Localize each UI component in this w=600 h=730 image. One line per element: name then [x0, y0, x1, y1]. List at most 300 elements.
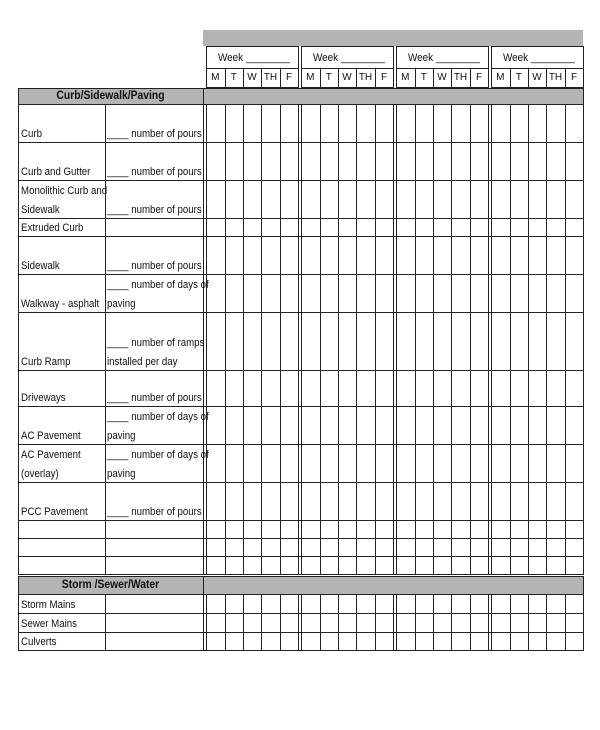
day-cell-w[interactable]	[339, 181, 356, 218]
day-cell-f[interactable]	[281, 614, 298, 632]
day-cell-w[interactable]	[339, 275, 356, 312]
day-cell-t[interactable]	[511, 143, 529, 180]
day-cell-w[interactable]	[339, 539, 356, 556]
day-cell-t[interactable]	[226, 614, 244, 632]
day-cell-w[interactable]	[339, 557, 356, 574]
day-cell-m[interactable]	[207, 105, 225, 142]
day-cell-m[interactable]	[302, 313, 320, 370]
day-cell-th[interactable]	[452, 445, 470, 482]
day-cell-f[interactable]	[376, 521, 393, 538]
day-cell-m[interactable]	[492, 237, 510, 274]
day-cell-th[interactable]	[357, 521, 375, 538]
day-cell-th[interactable]	[547, 181, 565, 218]
day-cell-th[interactable]	[452, 539, 470, 556]
day-cell-w[interactable]	[529, 371, 546, 406]
day-cell-f[interactable]	[471, 105, 488, 142]
day-cell-m[interactable]	[207, 219, 225, 236]
day-cell-f[interactable]	[471, 181, 488, 218]
day-cell-t[interactable]	[416, 521, 434, 538]
day-cell-w[interactable]	[244, 371, 261, 406]
day-cell-th[interactable]	[357, 633, 375, 650]
day-cell-m[interactable]	[302, 219, 320, 236]
day-cell-m[interactable]	[492, 614, 510, 632]
day-cell-w[interactable]	[339, 237, 356, 274]
day-cell-m[interactable]	[492, 219, 510, 236]
day-cell-m[interactable]	[492, 371, 510, 406]
day-cell-m[interactable]	[302, 595, 320, 613]
day-cell-m[interactable]	[207, 445, 225, 482]
day-cell-f[interactable]	[281, 371, 298, 406]
day-cell-th[interactable]	[547, 237, 565, 274]
day-cell-w[interactable]	[339, 521, 356, 538]
day-cell-w[interactable]	[339, 483, 356, 520]
day-cell-th[interactable]	[262, 614, 280, 632]
day-cell-f[interactable]	[281, 445, 298, 482]
day-cell-f[interactable]	[566, 371, 583, 406]
day-cell-th[interactable]	[547, 614, 565, 632]
day-cell-th[interactable]	[262, 633, 280, 650]
day-cell-m[interactable]	[492, 557, 510, 574]
day-cell-th[interactable]	[547, 219, 565, 236]
day-cell-f[interactable]	[376, 105, 393, 142]
day-cell-w[interactable]	[434, 595, 451, 613]
day-cell-m[interactable]	[397, 313, 415, 370]
day-cell-th[interactable]	[357, 143, 375, 180]
day-cell-f[interactable]	[471, 595, 488, 613]
day-cell-t[interactable]	[511, 614, 529, 632]
day-cell-f[interactable]	[281, 181, 298, 218]
day-cell-th[interactable]	[262, 181, 280, 218]
day-cell-t[interactable]	[321, 313, 339, 370]
day-cell-th[interactable]	[357, 219, 375, 236]
day-cell-f[interactable]	[566, 614, 583, 632]
day-cell-w[interactable]	[434, 407, 451, 444]
day-cell-f[interactable]	[281, 483, 298, 520]
day-cell-th[interactable]	[547, 539, 565, 556]
day-cell-m[interactable]	[207, 143, 225, 180]
day-cell-w[interactable]	[529, 483, 546, 520]
day-cell-m[interactable]	[302, 445, 320, 482]
day-cell-w[interactable]	[529, 595, 546, 613]
day-cell-t[interactable]	[321, 105, 339, 142]
day-cell-f[interactable]	[376, 219, 393, 236]
day-cell-th[interactable]	[262, 275, 280, 312]
day-cell-th[interactable]	[547, 371, 565, 406]
day-cell-t[interactable]	[416, 181, 434, 218]
day-cell-w[interactable]	[244, 407, 261, 444]
day-cell-m[interactable]	[207, 483, 225, 520]
day-cell-t[interactable]	[226, 181, 244, 218]
day-cell-w[interactable]	[434, 521, 451, 538]
day-cell-f[interactable]	[566, 237, 583, 274]
day-cell-t[interactable]	[226, 595, 244, 613]
day-cell-th[interactable]	[262, 521, 280, 538]
day-cell-m[interactable]	[302, 371, 320, 406]
day-cell-w[interactable]	[529, 313, 546, 370]
day-cell-w[interactable]	[339, 219, 356, 236]
day-cell-m[interactable]	[302, 275, 320, 312]
day-cell-t[interactable]	[511, 539, 529, 556]
day-cell-m[interactable]	[492, 483, 510, 520]
day-cell-m[interactable]	[397, 539, 415, 556]
day-cell-t[interactable]	[416, 483, 434, 520]
day-cell-t[interactable]	[321, 181, 339, 218]
day-cell-th[interactable]	[452, 407, 470, 444]
day-cell-t[interactable]	[226, 237, 244, 274]
day-cell-f[interactable]	[471, 371, 488, 406]
day-cell-f[interactable]	[281, 407, 298, 444]
day-cell-m[interactable]	[492, 275, 510, 312]
day-cell-m[interactable]	[492, 313, 510, 370]
day-cell-f[interactable]	[471, 521, 488, 538]
day-cell-m[interactable]	[397, 371, 415, 406]
day-cell-f[interactable]	[376, 483, 393, 520]
day-cell-w[interactable]	[434, 219, 451, 236]
day-cell-w[interactable]	[434, 539, 451, 556]
day-cell-m[interactable]	[207, 371, 225, 406]
day-cell-t[interactable]	[321, 595, 339, 613]
day-cell-t[interactable]	[226, 143, 244, 180]
day-cell-f[interactable]	[566, 407, 583, 444]
day-cell-t[interactable]	[321, 219, 339, 236]
day-cell-f[interactable]	[376, 181, 393, 218]
day-cell-w[interactable]	[529, 521, 546, 538]
day-cell-m[interactable]	[302, 105, 320, 142]
day-cell-f[interactable]	[566, 313, 583, 370]
day-cell-m[interactable]	[302, 557, 320, 574]
day-cell-w[interactable]	[244, 614, 261, 632]
day-cell-m[interactable]	[207, 407, 225, 444]
day-cell-t[interactable]	[321, 275, 339, 312]
day-cell-t[interactable]	[416, 275, 434, 312]
day-cell-th[interactable]	[357, 237, 375, 274]
day-cell-f[interactable]	[566, 105, 583, 142]
day-cell-th[interactable]	[262, 539, 280, 556]
day-cell-w[interactable]	[244, 557, 261, 574]
day-cell-t[interactable]	[416, 237, 434, 274]
day-cell-th[interactable]	[547, 557, 565, 574]
day-cell-m[interactable]	[207, 614, 225, 632]
day-cell-w[interactable]	[244, 539, 261, 556]
day-cell-t[interactable]	[321, 407, 339, 444]
day-cell-t[interactable]	[321, 521, 339, 538]
day-cell-f[interactable]	[281, 237, 298, 274]
day-cell-w[interactable]	[529, 105, 546, 142]
day-cell-m[interactable]	[207, 181, 225, 218]
day-cell-t[interactable]	[321, 539, 339, 556]
day-cell-m[interactable]	[492, 595, 510, 613]
day-cell-th[interactable]	[357, 181, 375, 218]
day-cell-th[interactable]	[357, 275, 375, 312]
day-cell-w[interactable]	[434, 371, 451, 406]
day-cell-f[interactable]	[471, 237, 488, 274]
day-cell-w[interactable]	[434, 237, 451, 274]
day-cell-m[interactable]	[207, 557, 225, 574]
day-cell-t[interactable]	[226, 105, 244, 142]
day-cell-w[interactable]	[434, 181, 451, 218]
day-cell-th[interactable]	[262, 219, 280, 236]
day-cell-th[interactable]	[452, 275, 470, 312]
day-cell-t[interactable]	[511, 445, 529, 482]
day-cell-th[interactable]	[452, 483, 470, 520]
day-cell-t[interactable]	[416, 445, 434, 482]
day-cell-f[interactable]	[376, 237, 393, 274]
day-cell-t[interactable]	[511, 483, 529, 520]
day-cell-th[interactable]	[262, 595, 280, 613]
day-cell-f[interactable]	[471, 633, 488, 650]
day-cell-m[interactable]	[302, 539, 320, 556]
day-cell-t[interactable]	[321, 371, 339, 406]
day-cell-t[interactable]	[226, 445, 244, 482]
day-cell-w[interactable]	[339, 614, 356, 632]
day-cell-th[interactable]	[452, 614, 470, 632]
day-cell-f[interactable]	[281, 539, 298, 556]
day-cell-f[interactable]	[376, 275, 393, 312]
day-cell-t[interactable]	[511, 595, 529, 613]
day-cell-th[interactable]	[452, 105, 470, 142]
day-cell-w[interactable]	[244, 105, 261, 142]
day-cell-f[interactable]	[281, 219, 298, 236]
day-cell-t[interactable]	[226, 407, 244, 444]
day-cell-m[interactable]	[302, 521, 320, 538]
day-cell-th[interactable]	[357, 595, 375, 613]
day-cell-th[interactable]	[452, 521, 470, 538]
day-cell-f[interactable]	[471, 539, 488, 556]
day-cell-th[interactable]	[547, 105, 565, 142]
day-cell-th[interactable]	[262, 105, 280, 142]
day-cell-w[interactable]	[244, 143, 261, 180]
day-cell-t[interactable]	[321, 557, 339, 574]
day-cell-m[interactable]	[397, 557, 415, 574]
day-cell-m[interactable]	[397, 445, 415, 482]
day-cell-f[interactable]	[376, 633, 393, 650]
day-cell-t[interactable]	[321, 445, 339, 482]
day-cell-w[interactable]	[339, 143, 356, 180]
day-cell-m[interactable]	[397, 275, 415, 312]
day-cell-f[interactable]	[566, 181, 583, 218]
day-cell-w[interactable]	[244, 237, 261, 274]
day-cell-t[interactable]	[511, 521, 529, 538]
day-cell-f[interactable]	[376, 595, 393, 613]
day-cell-m[interactable]	[397, 595, 415, 613]
day-cell-f[interactable]	[376, 445, 393, 482]
day-cell-th[interactable]	[357, 539, 375, 556]
day-cell-w[interactable]	[244, 275, 261, 312]
day-cell-th[interactable]	[262, 445, 280, 482]
day-cell-m[interactable]	[492, 181, 510, 218]
day-cell-t[interactable]	[321, 633, 339, 650]
day-cell-w[interactable]	[529, 275, 546, 312]
day-cell-t[interactable]	[226, 483, 244, 520]
day-cell-f[interactable]	[376, 371, 393, 406]
day-cell-m[interactable]	[302, 483, 320, 520]
day-cell-w[interactable]	[529, 557, 546, 574]
day-cell-t[interactable]	[226, 371, 244, 406]
day-cell-m[interactable]	[207, 539, 225, 556]
day-cell-f[interactable]	[566, 483, 583, 520]
day-cell-th[interactable]	[452, 633, 470, 650]
day-cell-m[interactable]	[397, 521, 415, 538]
day-cell-w[interactable]	[244, 633, 261, 650]
day-cell-t[interactable]	[416, 105, 434, 142]
day-cell-th[interactable]	[547, 143, 565, 180]
day-cell-t[interactable]	[226, 219, 244, 236]
day-cell-t[interactable]	[416, 371, 434, 406]
day-cell-th[interactable]	[547, 595, 565, 613]
day-cell-f[interactable]	[281, 557, 298, 574]
day-cell-w[interactable]	[529, 614, 546, 632]
day-cell-th[interactable]	[262, 237, 280, 274]
day-cell-th[interactable]	[547, 445, 565, 482]
day-cell-m[interactable]	[302, 143, 320, 180]
day-cell-f[interactable]	[281, 633, 298, 650]
day-cell-t[interactable]	[321, 237, 339, 274]
day-cell-th[interactable]	[262, 371, 280, 406]
day-cell-t[interactable]	[416, 219, 434, 236]
day-cell-t[interactable]	[511, 237, 529, 274]
day-cell-f[interactable]	[281, 143, 298, 180]
day-cell-t[interactable]	[226, 521, 244, 538]
day-cell-m[interactable]	[397, 633, 415, 650]
day-cell-w[interactable]	[244, 445, 261, 482]
day-cell-w[interactable]	[244, 313, 261, 370]
day-cell-m[interactable]	[492, 633, 510, 650]
day-cell-m[interactable]	[492, 521, 510, 538]
day-cell-w[interactable]	[434, 143, 451, 180]
day-cell-th[interactable]	[452, 219, 470, 236]
day-cell-f[interactable]	[471, 407, 488, 444]
day-cell-m[interactable]	[492, 105, 510, 142]
day-cell-m[interactable]	[397, 143, 415, 180]
day-cell-w[interactable]	[339, 595, 356, 613]
day-cell-th[interactable]	[452, 181, 470, 218]
day-cell-f[interactable]	[471, 614, 488, 632]
day-cell-m[interactable]	[397, 614, 415, 632]
day-cell-th[interactable]	[357, 483, 375, 520]
day-cell-w[interactable]	[529, 181, 546, 218]
day-cell-m[interactable]	[302, 633, 320, 650]
day-cell-t[interactable]	[416, 313, 434, 370]
day-cell-m[interactable]	[207, 275, 225, 312]
day-cell-th[interactable]	[452, 371, 470, 406]
day-cell-w[interactable]	[339, 407, 356, 444]
day-cell-th[interactable]	[452, 143, 470, 180]
day-cell-t[interactable]	[416, 633, 434, 650]
day-cell-th[interactable]	[357, 313, 375, 370]
day-cell-t[interactable]	[321, 483, 339, 520]
day-cell-t[interactable]	[321, 143, 339, 180]
day-cell-t[interactable]	[226, 275, 244, 312]
day-cell-w[interactable]	[529, 633, 546, 650]
day-cell-w[interactable]	[339, 313, 356, 370]
day-cell-th[interactable]	[357, 371, 375, 406]
day-cell-m[interactable]	[397, 105, 415, 142]
day-cell-th[interactable]	[547, 483, 565, 520]
day-cell-t[interactable]	[511, 407, 529, 444]
day-cell-m[interactable]	[302, 614, 320, 632]
day-cell-f[interactable]	[566, 539, 583, 556]
day-cell-f[interactable]	[376, 614, 393, 632]
day-cell-m[interactable]	[302, 237, 320, 274]
day-cell-th[interactable]	[262, 313, 280, 370]
day-cell-t[interactable]	[511, 371, 529, 406]
day-cell-f[interactable]	[471, 275, 488, 312]
day-cell-m[interactable]	[397, 407, 415, 444]
day-cell-t[interactable]	[511, 105, 529, 142]
day-cell-w[interactable]	[244, 521, 261, 538]
day-cell-t[interactable]	[416, 557, 434, 574]
day-cell-w[interactable]	[244, 483, 261, 520]
day-cell-f[interactable]	[471, 219, 488, 236]
day-cell-f[interactable]	[471, 483, 488, 520]
day-cell-th[interactable]	[357, 105, 375, 142]
day-cell-m[interactable]	[207, 237, 225, 274]
day-cell-th[interactable]	[547, 313, 565, 370]
day-cell-t[interactable]	[226, 557, 244, 574]
day-cell-m[interactable]	[302, 407, 320, 444]
day-cell-w[interactable]	[244, 595, 261, 613]
day-cell-f[interactable]	[471, 313, 488, 370]
day-cell-m[interactable]	[492, 407, 510, 444]
day-cell-w[interactable]	[529, 539, 546, 556]
day-cell-w[interactable]	[434, 445, 451, 482]
day-cell-w[interactable]	[434, 105, 451, 142]
day-cell-w[interactable]	[339, 371, 356, 406]
day-cell-w[interactable]	[529, 445, 546, 482]
day-cell-w[interactable]	[434, 483, 451, 520]
day-cell-m[interactable]	[492, 539, 510, 556]
day-cell-f[interactable]	[566, 275, 583, 312]
day-cell-th[interactable]	[357, 557, 375, 574]
day-cell-f[interactable]	[281, 275, 298, 312]
day-cell-f[interactable]	[471, 445, 488, 482]
day-cell-t[interactable]	[416, 595, 434, 613]
day-cell-th[interactable]	[262, 143, 280, 180]
day-cell-f[interactable]	[281, 595, 298, 613]
day-cell-t[interactable]	[511, 219, 529, 236]
day-cell-t[interactable]	[226, 539, 244, 556]
day-cell-m[interactable]	[492, 445, 510, 482]
day-cell-t[interactable]	[416, 539, 434, 556]
day-cell-f[interactable]	[376, 539, 393, 556]
day-cell-f[interactable]	[566, 445, 583, 482]
day-cell-th[interactable]	[262, 557, 280, 574]
day-cell-w[interactable]	[434, 614, 451, 632]
day-cell-th[interactable]	[357, 445, 375, 482]
day-cell-w[interactable]	[434, 633, 451, 650]
day-cell-th[interactable]	[452, 313, 470, 370]
day-cell-m[interactable]	[207, 633, 225, 650]
day-cell-th[interactable]	[357, 407, 375, 444]
day-cell-f[interactable]	[281, 313, 298, 370]
day-cell-th[interactable]	[547, 633, 565, 650]
day-cell-f[interactable]	[376, 407, 393, 444]
day-cell-t[interactable]	[416, 407, 434, 444]
day-cell-w[interactable]	[434, 275, 451, 312]
day-cell-f[interactable]	[281, 521, 298, 538]
day-cell-f[interactable]	[566, 595, 583, 613]
day-cell-f[interactable]	[471, 143, 488, 180]
day-cell-m[interactable]	[207, 313, 225, 370]
day-cell-th[interactable]	[547, 521, 565, 538]
day-cell-th[interactable]	[452, 557, 470, 574]
day-cell-t[interactable]	[416, 614, 434, 632]
day-cell-f[interactable]	[566, 219, 583, 236]
day-cell-f[interactable]	[471, 557, 488, 574]
day-cell-t[interactable]	[511, 275, 529, 312]
day-cell-t[interactable]	[511, 633, 529, 650]
day-cell-th[interactable]	[262, 483, 280, 520]
